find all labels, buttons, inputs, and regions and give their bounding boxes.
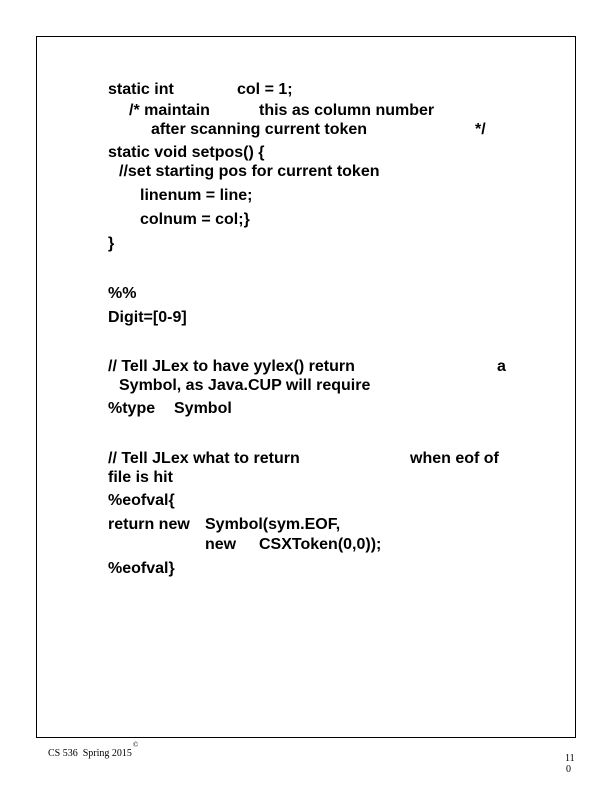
code-line: file is hit [108, 469, 173, 486]
code-line: // Tell JLex what to return [108, 450, 300, 467]
code-line: this as column number [259, 102, 435, 119]
code-line: when eof of [410, 450, 499, 467]
code-line: */ [475, 121, 486, 138]
code-line: return new [108, 516, 190, 533]
code-line: colnum = col;} [140, 211, 250, 228]
code-line: Symbol, as Java.CUP will require [119, 377, 371, 394]
code-line: %% [108, 285, 137, 302]
page-number-top: 11 [565, 753, 575, 764]
code-line: a [497, 358, 506, 375]
code-line: col = 1; [237, 81, 293, 98]
page-number-bottom: 0 [566, 764, 571, 775]
code-line: } [108, 235, 115, 252]
code-line: Symbol [174, 400, 232, 417]
code-line: Digit=[0-9] [108, 309, 187, 326]
code-line: CSXToken(0,0)); [259, 536, 382, 553]
code-line: //set starting pos for current token [119, 163, 380, 180]
code-line: static int [108, 81, 174, 98]
code-line: %eofval{ [108, 492, 175, 509]
code-line: %eofval} [108, 560, 175, 577]
code-line: new [205, 536, 237, 553]
copyright-symbol: © [133, 741, 139, 749]
code-line: linenum = line; [140, 187, 253, 204]
code-line: /* maintain [129, 102, 210, 119]
code-line: // Tell JLex to have yylex() return [108, 358, 355, 375]
code-line: static void setpos() { [108, 144, 265, 161]
code-line: after scanning current token [151, 121, 368, 138]
code-line: %type [108, 400, 156, 417]
footer-course: CS 536 Spring 2015 [48, 748, 132, 759]
code-line: Symbol(sym.EOF, [205, 516, 341, 533]
